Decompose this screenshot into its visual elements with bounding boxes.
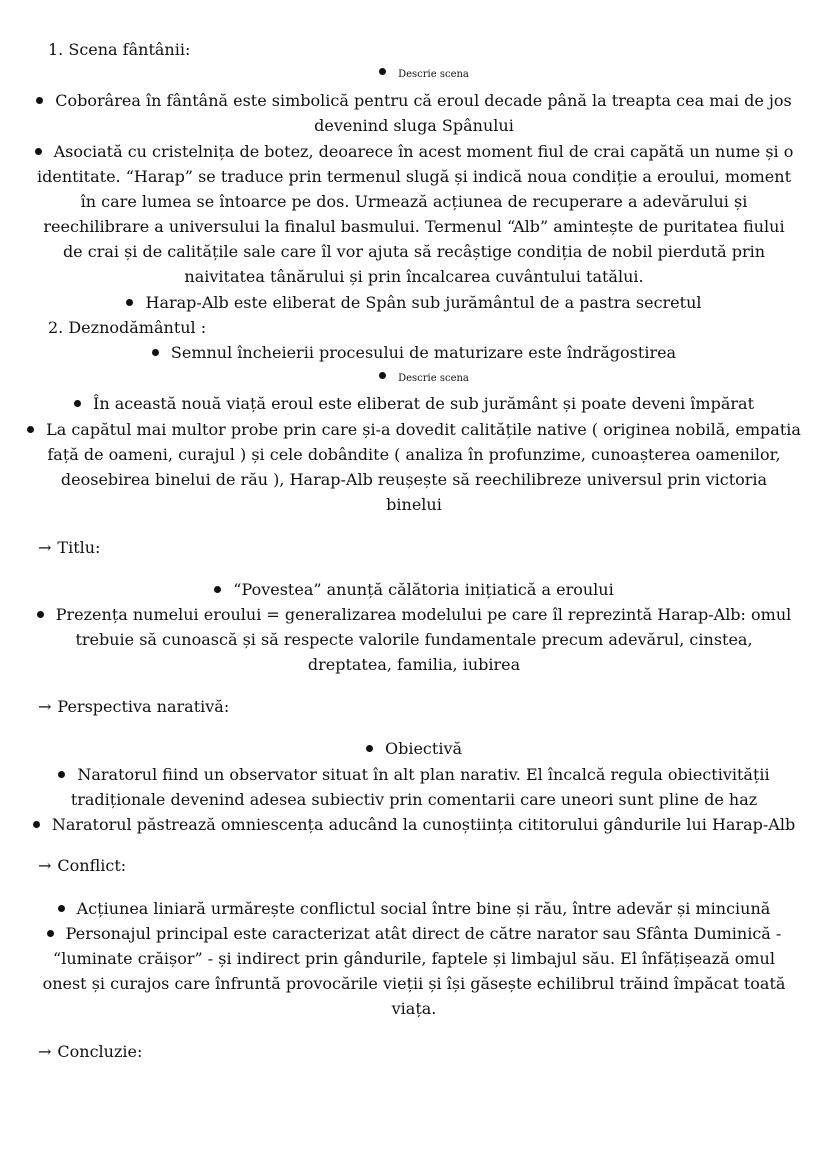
list-item: Obiectivă bbox=[0, 736, 828, 761]
list-item: Prezența numelui eroului = generalizarea modelului pe care îl reprezintă Harap-Alb: omul bbox=[0, 602, 828, 627]
list-item-continuation: în care lumea se întoarce pe dos. Urmează acțiunea de recuperare a adevărului și bbox=[80, 192, 748, 211]
list-item: Personajul principal este caracterizat atât direct de către narator sau Sfânta Duminică - bbox=[0, 921, 828, 946]
list-item: Descrie scena bbox=[0, 62, 828, 87]
arrow-right-icon: → bbox=[38, 538, 52, 557]
list-item-continuation: “luminate crăișor” - și indirect prin gândurile, faptele și limbajul său. El înfățișează omul bbox=[53, 949, 775, 968]
list-item: Descrie scena bbox=[0, 366, 828, 391]
list-item-continuation: viața. bbox=[391, 999, 437, 1018]
list-item-continuation: naivitatea tânărului și prin încalcarea cuvântului tatălui. bbox=[184, 267, 644, 286]
section-heading-label: Conflict: bbox=[57, 856, 127, 875]
section-heading-perspectiva-narativa bbox=[38, 694, 229, 719]
list-item-continuation: dreptatea, familia, iubirea bbox=[307, 655, 521, 674]
list-item: Harap-Alb este eliberat de Spân sub jurământul de a pastra secretul bbox=[0, 290, 828, 315]
list-item: La capătul mai multor probe prin care și-a dovedit calitățile native ( originea nobilă, empatia bbox=[0, 417, 828, 442]
list-item: Coborârea în fântână este simbolică pentru că eroul decade până la treapta cea mai de jos bbox=[0, 88, 828, 113]
list-item-continuation: de crai și de calitățile sale care îl vor ajuta să recâștige condiția de nobil pierdută prin bbox=[62, 242, 766, 261]
list-item: Acțiunea liniară urmărește conflictul social între bine și rău, între adevăr și minciună bbox=[0, 896, 828, 921]
list-item: “Povestea” anunță călătoria inițiatică a eroului bbox=[0, 577, 828, 602]
list-item: Asociată cu cristelnița de botez, deoarece în acest moment fiul de crai capătă un nume și o bbox=[0, 139, 828, 164]
section-heading-label: Concluzie: bbox=[57, 1042, 143, 1061]
list-item-continuation: onest și curajos care înfruntă provocările vieții și își găsește echilibrul trăind împăcat toată bbox=[42, 974, 786, 993]
section-heading-label: Perspectiva narativă: bbox=[57, 697, 230, 716]
section-heading-titlu bbox=[38, 535, 100, 560]
list-item: În această nouă viață eroul este eliberat de sub jurământ și poate deveni împărat bbox=[0, 391, 828, 416]
section-heading-label: Titlu: bbox=[57, 538, 101, 557]
list-item-continuation: trebuie să cunoască și să respecte valorile fundamentale precum adevărul, cinstea, bbox=[75, 630, 753, 649]
list-item: Naratorul fiind un observator situat în alt plan narativ. El încalcă regula obiectivității bbox=[0, 762, 828, 787]
list-item-continuation: deosebirea binelui de rău ), Harap-Alb reușește să reechilibreze universul prin victoria bbox=[60, 470, 768, 489]
list-item: Semnul încheierii procesului de maturizare este îndrăgostirea bbox=[0, 340, 828, 365]
list-item-continuation: tradiționale devenind adesea subiectiv prin comentarii care uneori sunt pline de haz bbox=[70, 790, 758, 809]
list-item-continuation: reechilibrare a universului la finalul basmului. Termenul “Alb” amintește de puritatea fiului bbox=[43, 217, 785, 236]
list-item-continuation: binelui bbox=[386, 495, 442, 514]
section-heading-concluzie bbox=[38, 1039, 142, 1064]
section-heading-deznodamantul: 2. Deznodământul : bbox=[48, 318, 207, 337]
arrow-right-icon: → bbox=[38, 1042, 52, 1061]
arrow-right-icon: → bbox=[38, 856, 52, 875]
list-item-continuation: identitate. “Harap” se traduce prin termenul slugă și indică noua condiție a eroului, moment bbox=[36, 167, 791, 186]
arrow-right-icon: → bbox=[38, 697, 52, 716]
section-heading-conflict bbox=[38, 853, 126, 878]
list-item-continuation: devenind sluga Spânului bbox=[314, 116, 514, 135]
list-item-continuation: față de oameni, curajul ) și cele dobândite ( analiza în profunzime, cunoașterea oamenilor, bbox=[47, 445, 781, 464]
list-item: Naratorul păstrează omniescența aducând la cunoștiința cititorului gândurile lui Harap-Alb bbox=[0, 812, 828, 837]
section-heading-scena-fantanii: 1. Scena fântânii: bbox=[48, 40, 191, 59]
